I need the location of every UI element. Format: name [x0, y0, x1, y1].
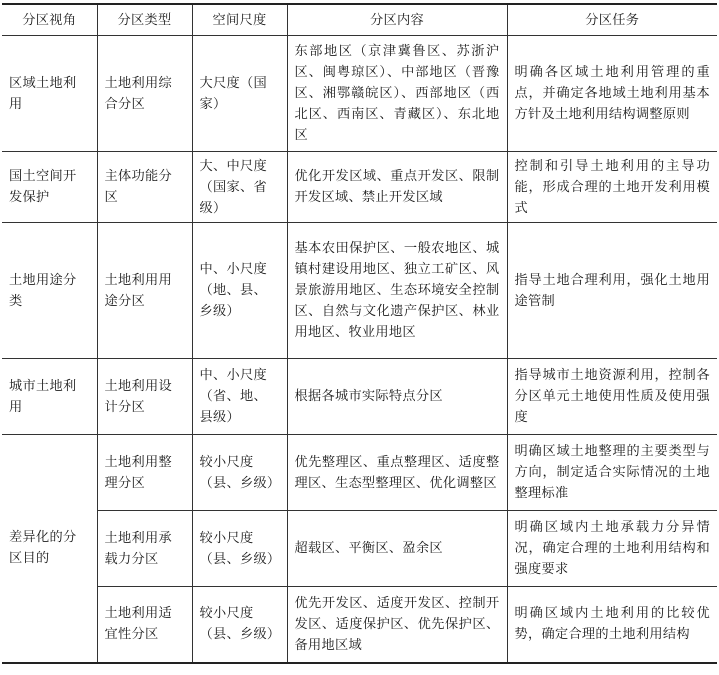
cell-scale: 中、小尺度（地、县、乡级） — [192, 223, 287, 359]
cell-perspective: 城市土地利用 — [2, 359, 97, 435]
header-scale: 空间尺度 — [192, 4, 287, 36]
cell-content: 超载区、平衡区、盈余区 — [287, 511, 507, 587]
cell-perspective: 国土空间开发保护 — [2, 152, 97, 223]
header-task: 分区任务 — [507, 4, 717, 36]
cell-perspective: 差异化的分区目的 — [2, 435, 97, 663]
cell-task: 指导城市土地资源利用，控制各分区单元土地使用性质及使用强度 — [507, 359, 717, 435]
cell-content: 优先开发区、适度开发区、控制开发区、适度保护区、优先保护区、备用地区域 — [287, 587, 507, 663]
table-row — [2, 587, 717, 663]
header-perspective: 分区视角 — [2, 4, 97, 36]
cell-scale: 较小尺度（县、乡级） — [192, 511, 287, 587]
cell-content: 优先整理区、重点整理区、适度整理区、生态型整理区、优化调整区 — [287, 435, 507, 511]
cell-scale: 大、中尺度（国家、省级） — [192, 152, 287, 223]
table-row — [2, 511, 717, 587]
cell-task: 明确区域土地整理的主要类型与方向，制定适合实际情况的土地整理标准 — [507, 435, 717, 511]
cell-type: 土地利用设计分区 — [97, 359, 192, 435]
header-row — [2, 4, 717, 36]
cell-perspective: 土地用途分类 — [2, 223, 97, 359]
cell-type: 土地利用用途分区 — [97, 223, 192, 359]
table-row — [2, 435, 717, 511]
cell-perspective: 区域土地利用 — [2, 36, 97, 152]
cell-task: 明确区域内土地利用的比较优势，确定合理的土地利用结构 — [507, 587, 717, 663]
zoning-table — [2, 3, 717, 664]
cell-task: 明确区域内土地承载力分异情况，确定合理的土地利用结构和强度要求 — [507, 511, 717, 587]
cell-content: 东部地区（京津冀鲁区、苏浙沪区、闽粤琼区）、中部地区（晋豫区、湘鄂赣皖区）、西部地区（西北区、西南区、青藏区）、东北地区 — [287, 36, 507, 152]
cell-task: 明确各区域土地利用管理的重点，并确定各地域土地利用基本方针及土地利用结构调整原则 — [507, 36, 717, 152]
table-row — [2, 152, 717, 223]
cell-type: 主体功能分区 — [97, 152, 192, 223]
cell-content: 优化开发区域、重点开发区、限制开发区域、禁止开发区域 — [287, 152, 507, 223]
table-row — [2, 223, 717, 359]
cell-task: 指导土地合理利用，强化土地用途管制 — [507, 223, 717, 359]
cell-content: 基本农田保护区、一般农地区、城镇村建设用地区、独立工矿区、风景旅游用地区、生态环境安全控制区、自然与文化遗产保护区、林业用地区、牧业用地区 — [287, 223, 507, 359]
header-type: 分区类型 — [97, 4, 192, 36]
cell-scale: 中、小尺度（省、地、县级） — [192, 359, 287, 435]
cell-scale: 较小尺度（县、乡级） — [192, 587, 287, 663]
cell-task: 控制和引导土地利用的主导功能，形成合理的土地开发利用模式 — [507, 152, 717, 223]
cell-scale: 较小尺度（县、乡级） — [192, 435, 287, 511]
cell-type: 土地利用承载力分区 — [97, 511, 192, 587]
cell-type: 土地利用整理分区 — [97, 435, 192, 511]
cell-content: 根据各城市实际特点分区 — [287, 359, 507, 435]
table-row — [2, 36, 717, 152]
cell-type: 土地利用综合分区 — [97, 36, 192, 152]
table-row — [2, 359, 717, 435]
cell-scale: 大尺度（国家） — [192, 36, 287, 152]
header-content: 分区内容 — [287, 4, 507, 36]
cell-type: 土地利用适宜性分区 — [97, 587, 192, 663]
